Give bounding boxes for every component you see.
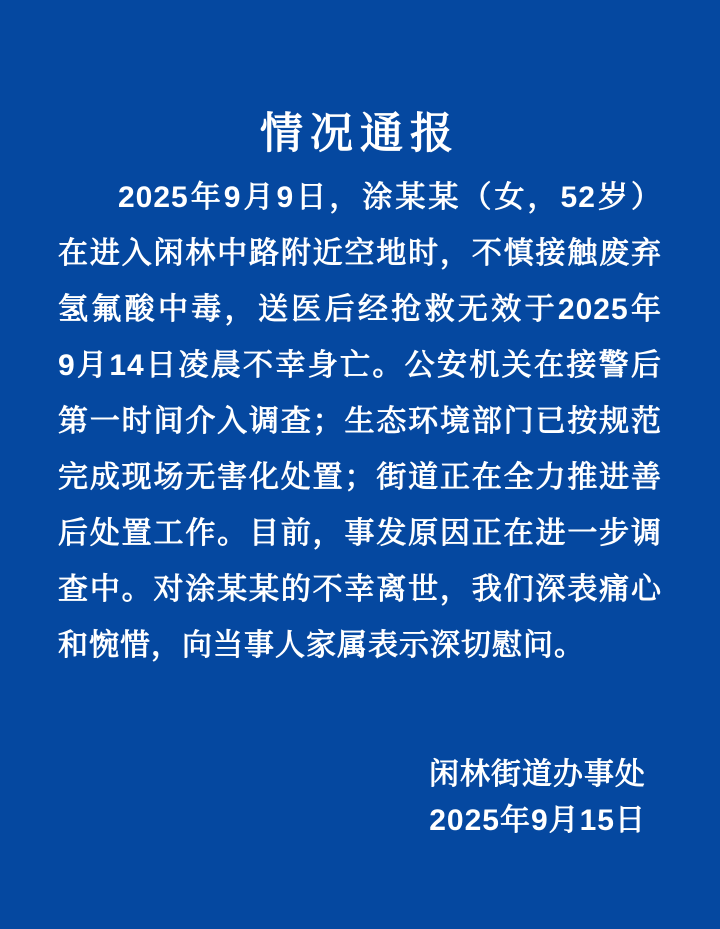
notice-body-line: 在进入闲林中路附近空地时，不慎接触废弃 [58, 237, 662, 270]
notice-body-line: 后处置工作。目前，事发原因正在进一步调 [58, 517, 662, 550]
notice-footer [429, 752, 646, 844]
notice-body-line: 查中。对涂某某的不幸离世，我们深表痛心 [58, 573, 662, 606]
notice-body-line: 和惋惜，向当事人家属表示深切慰问。 [58, 629, 585, 662]
notice-body-line: 完成现场无害化处置；街道正在全力推进善 [58, 461, 662, 494]
notice-body-line: 氢氟酸中毒，送医后经抢救无效于2025年 [58, 293, 662, 326]
notice-signature: 闲林街道办事处 [429, 758, 646, 791]
notice-body-line: 第一时间介入调查；生态环境部门已按规范 [58, 405, 662, 438]
notice-title: 情况通报 [260, 109, 460, 158]
notice-body [58, 170, 662, 674]
notice-body-line: 9月14日凌晨不幸身亡。公安机关在接警后 [58, 349, 662, 382]
notice-date: 2025年9月15日 [429, 804, 646, 837]
notice-body-line: 2025年9月9日，涂某某（女，52岁） [118, 181, 662, 214]
